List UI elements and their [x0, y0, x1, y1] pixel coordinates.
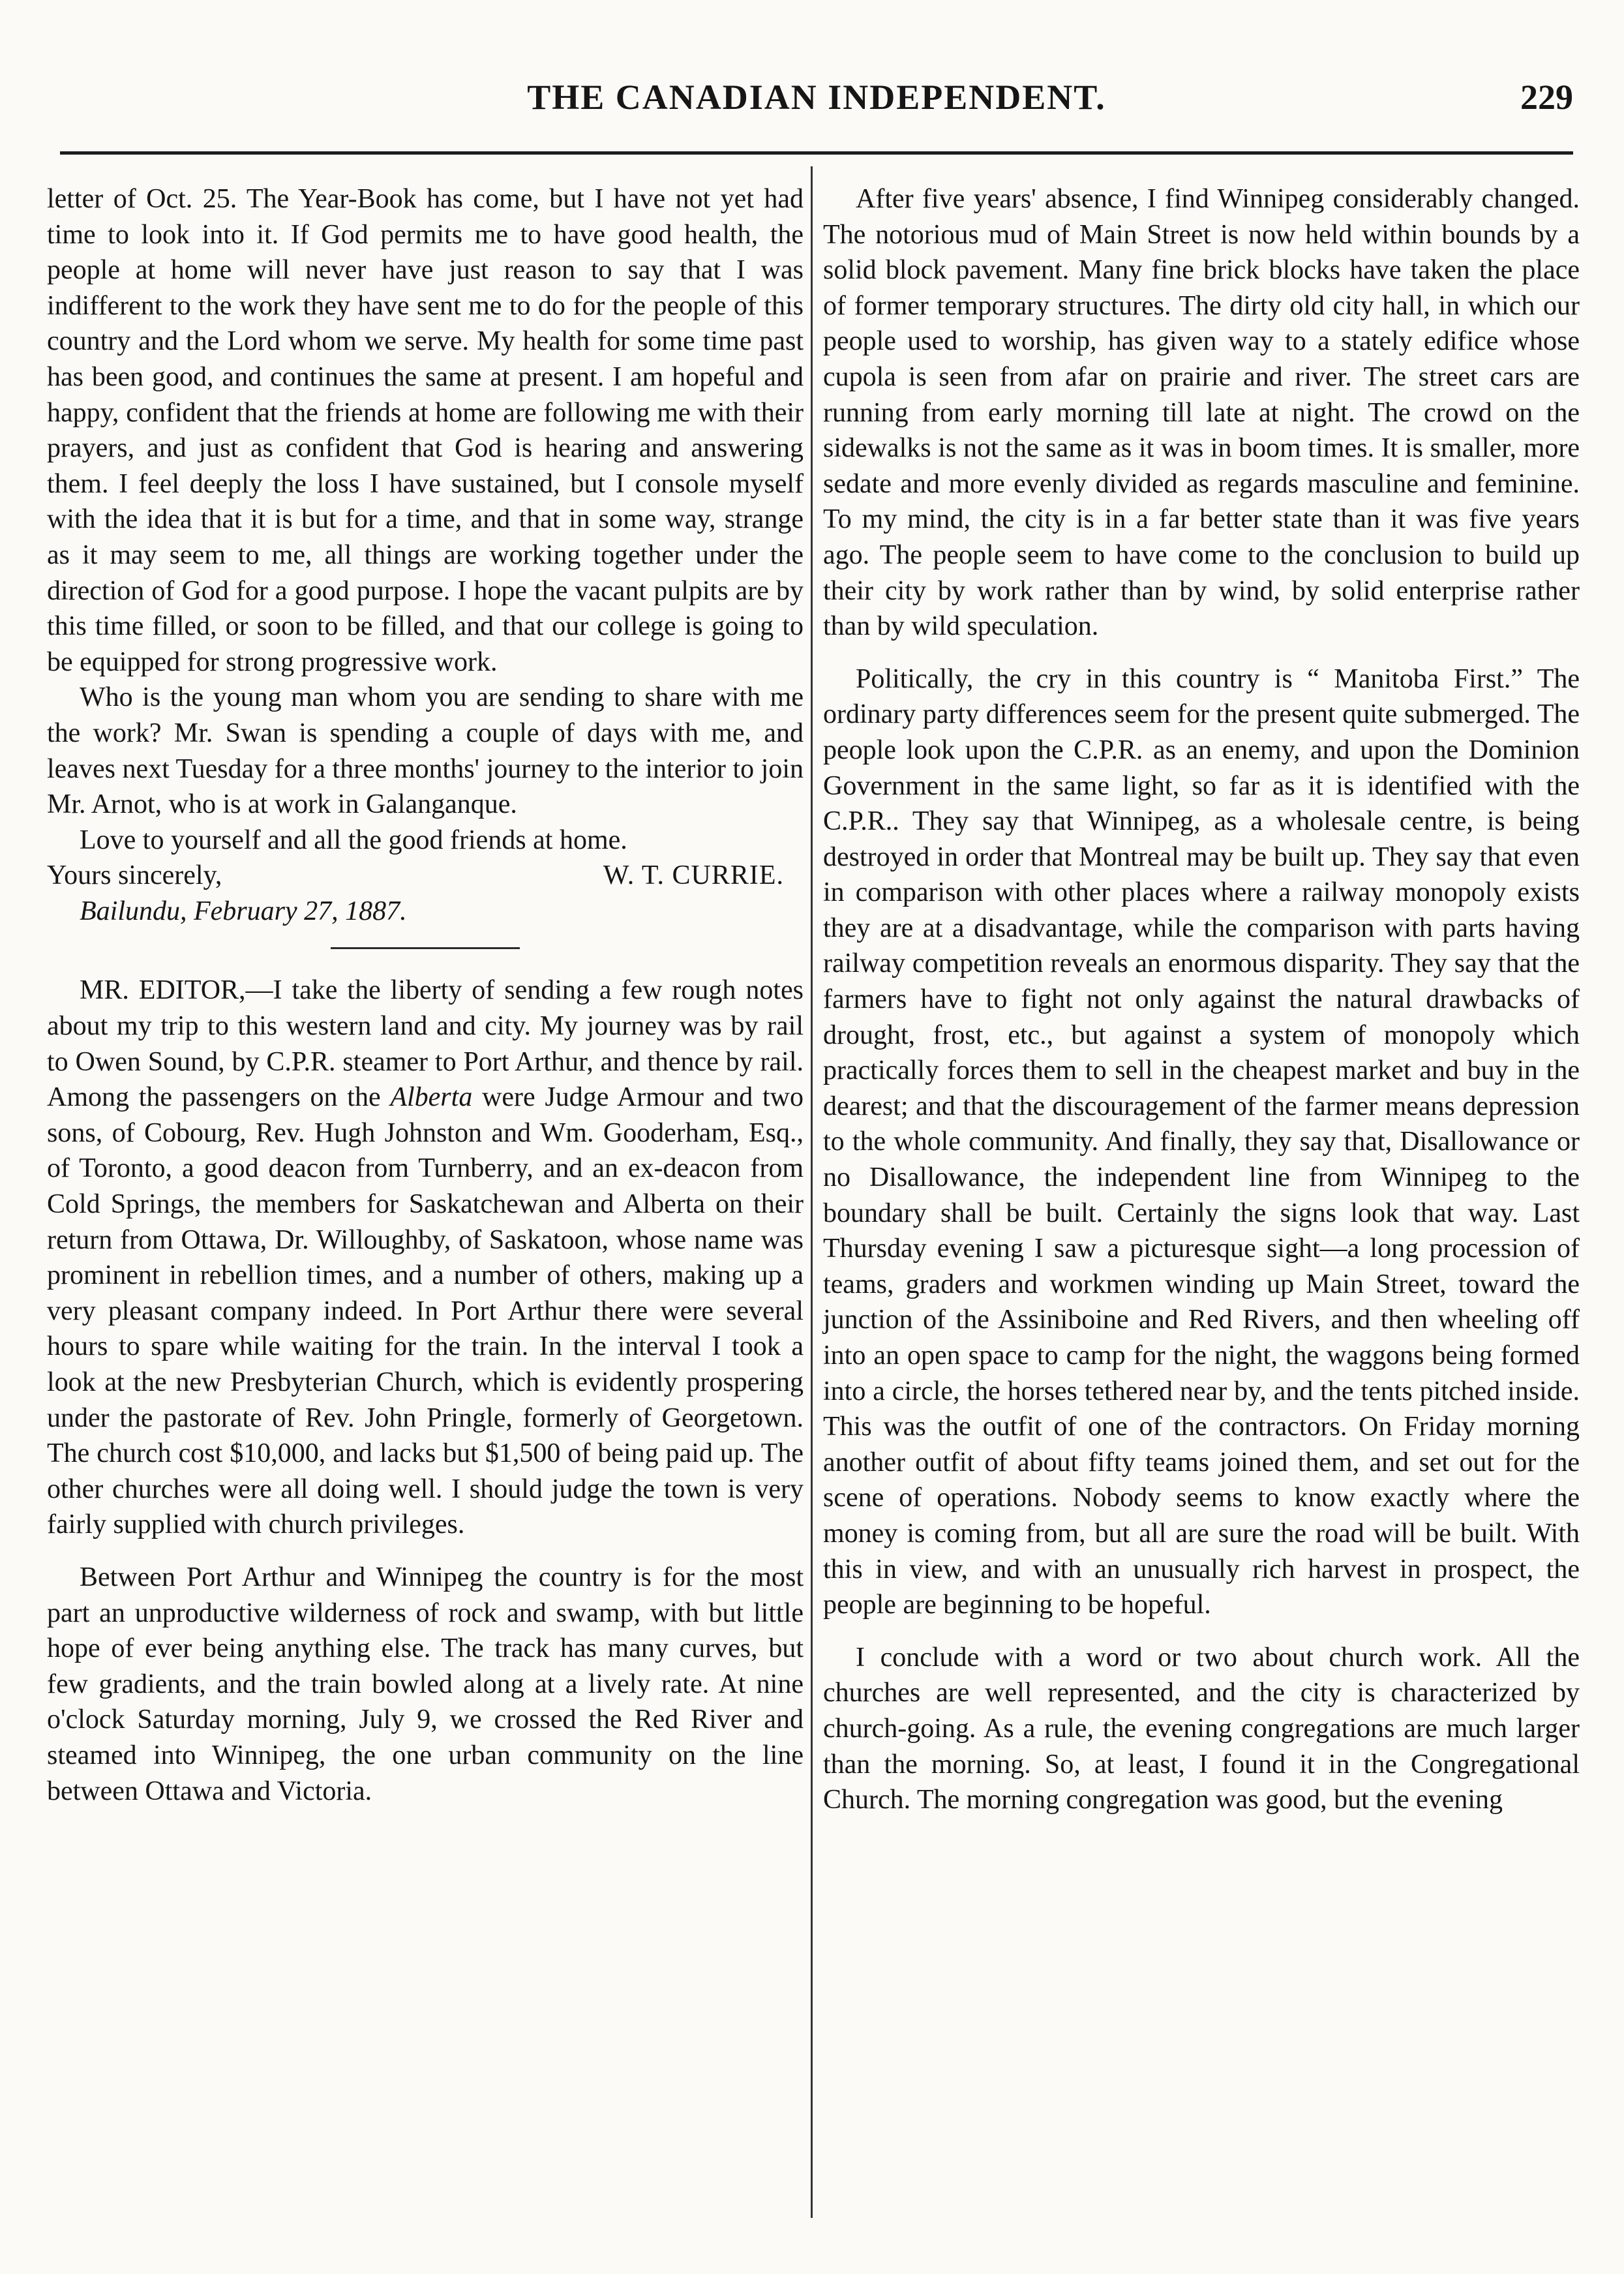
section-separator: [331, 947, 520, 949]
letter-dateline: Bailundu, February 27, 1887.: [80, 896, 407, 926]
signature-line: [47, 858, 804, 894]
letter-valediction: Yours sincerely,: [47, 860, 222, 891]
article-paragraph: I conclude with a word or two about church work. All the churches are well represented, and the city is characterized by church-going. As a rule, the evening congregations are much larger than the morning. So, at least, I found it in the Congregational Church. The morning congregation was good, but the evening: [823, 1642, 1580, 1815]
letter-signature: W. T. CURRIE.: [603, 860, 784, 891]
article-paragraph: After five years' absence, I find Winnipeg considerably changed. The notorious mud of Main Street is now held within bounds by a solid block pavement. Many fine brick blocks have taken the place of former temporary structures. The dirty old city hall, in which our people used to worship, has given way to a stately edifice whose cupola is seen from afar on prairie and river. The street cars are running from early morning till late at night. The crowd on the sidewalks is not the same as it was in boom times. It is smaller, more sedate and more evenly divided as regards masculine and feminine. To my mind, the city is in a far better state than it was five years ago. The people seem to have come to the conclusion to build up their city by work rather than by wind, by solid enterprise rather than by wild speculation.: [823, 184, 1580, 642]
editor-text: were Judge Armour and two sons, of Cobourg, Rev. Hugh Johnston and Wm. Gooderham, Esq., of Toronto, a good deacon from Turnberry, and an ex-deacon from Cold Springs, the members for Saskatchewan and Alberta on their return from Ottawa, Dr. Willoughby, of Saskatoon, whose name was prominent in rebellion times, and a number of others, making up a very pleasant company indeed. In Port Arthur there were several hours to spare while waiting for the train. In the interval I took a look at the new Presbyterian Church, which is evidently prospering under the pastorate of Rev. John Pringle, formerly of Georgetown. The church cost $10,000, and lacks but $1,500 of being paid up. The other churches were all doing well. I should judge the town is very fairly supplied with church privileges.: [47, 1082, 804, 1540]
letter-paragraph: Who is the young man whom you are sending to share with me the work? Mr. Swan is spending a couple of days with me, and leaves next Tuesday for a three months' journey to the interior to join Mr. Arnot, who is at work in Galanganque.: [47, 682, 804, 820]
letter-paragraph: letter of Oct. 25. The Year-Book has come, but I have not yet had time to look into it. If God permits me to have good health, the people at home will never have just reason to say that I was indifferent to the work they have sent me to do for the people of this country and the Lord whom we serve. My health for some time past has been good, and continues the same at present. I am hopeful and happy, confident that the friends at home are following me with their prayers, and just as confident that God is hearing and answering them. I feel deeply the loss I have sustained, but I console myself with the idea that it is but for a time, and that in some way, strange as it may seem to me, all things are working together under the direction of God for a good purpose. I hope the vacant pulpits are by this time filled, or soon to be filled, and that our college is going to be equipped for strong progressive work.: [47, 184, 804, 677]
journal-title: THE CANADIAN INDEPENDENT.: [527, 78, 1106, 117]
editor-paragraph: Between Port Arthur and Winnipeg the country is for the most part an unproductive wilderness of rock and swamp, with but little hope of ever being anything else. The track has many curves, but few gradients, and the train bowled along at a lively rate. At nine o'clock Saturday morning, July 9, we crossed the Red River and steamed into Winnipeg, the one urban community on the line between Ottawa and Victoria.: [47, 1562, 804, 1806]
page-number: 229: [1520, 78, 1573, 117]
ship-name: Alberta: [390, 1082, 473, 1113]
header-rule: [60, 151, 1573, 155]
editor-paragraph: [47, 973, 804, 1543]
column-divider: [811, 166, 813, 2218]
page-header: [60, 72, 1573, 130]
left-column: [47, 181, 804, 1809]
editor-text: MR. EDITOR,—I take the liberty of sending a few rough notes about my trip to this western land and city. My journey was by rail to Owen Sound, by C.P.R. steamer to Port Arthur, and thence by rail. Among the passengers on the: [47, 975, 804, 1113]
right-column: [823, 181, 1580, 1818]
letter-closing: Love to yourself and all the good friends at home.: [80, 825, 627, 855]
article-paragraph: Politically, the cry in this country is “ Manitoba First.” The ordinary party differences seem for the present quite submerged. The people look upon the C.P.R. as an enemy, and upon the Dominion Government in the same light, so far as it is identified with the C.P.R.. They say that Winnipeg, as a wholesale centre, is being destroyed in order that Montreal may be built up. They say that even in comparison with other places where a railway monopoly exists they are at a disadvantage, while the comparison with parts having railway competition reveals an enormous disparity. They say that the farmers have to fight not only against the natural drawbacks of drought, frost, etc., but against a system of monopoly which practically forces them to sell in the cheapest market and buy in the dearest; and that the discouragement of the farmer means depression to the whole community. And finally, they say that, Disallowance or no Disallowance, the independent line from Winnipeg to the boundary shall be built. Certainly the signs look that way. Last Thursday evening I saw a picturesque sight—a long procession of teams, graders and workmen winding up Main Street, toward the junction of the Assiniboine and Red Rivers, and then wheeling off into an open space to camp for the night, the waggons being formed into a circle, the horses tethered near by, and the tents pitched inside. This was the outfit of one of the contractors. On Friday morning another outfit of about fifty teams joined them, and set out for the scene of operations. Nobody seems to know exactly where the money is coming from, but all are sure the road will be built. With this in view, and with an unusually rich harvest in prospect, the people are beginning to be hopeful.: [823, 663, 1580, 1620]
